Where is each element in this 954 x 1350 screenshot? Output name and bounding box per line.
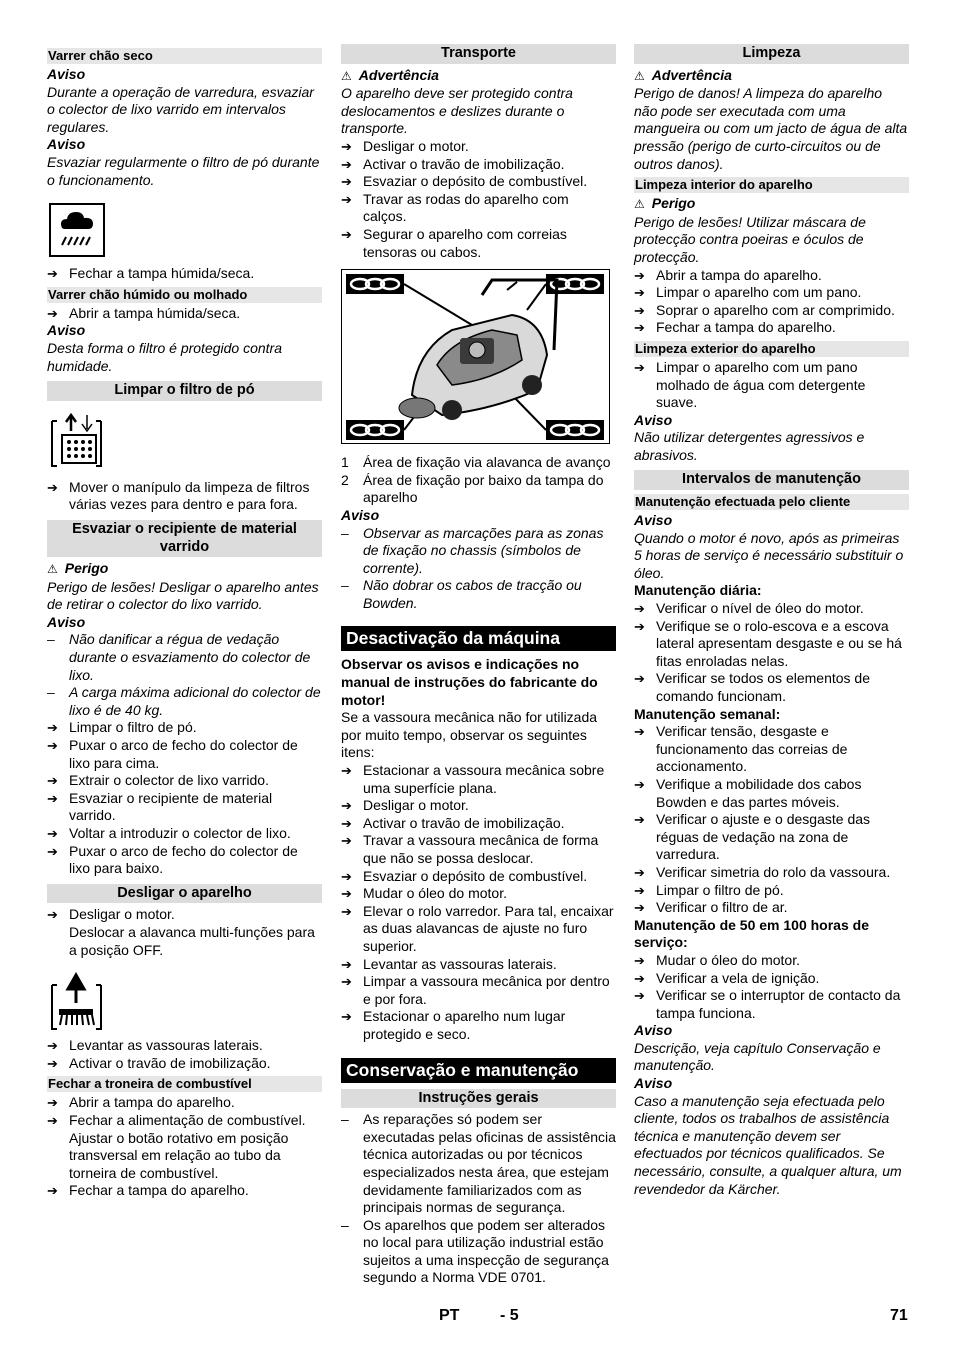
warning-text: Perigo de danos! A limpeza do aparelho não pode ser executada com uma mangueira ou com um jacto de água de alta pressão (perigo de curto-circuitos ou de outros danos).	[634, 85, 908, 172]
heading-clean-filter: Limpar o filtro de pó	[47, 381, 322, 401]
step-item: ➔ Verificar simetria do rolo da vassoura.	[634, 864, 909, 882]
step-item: ➔ Esvaziar o depósito de combustível.	[341, 173, 616, 191]
step-item: ➔ Levantar as vassouras laterais.	[341, 956, 616, 974]
step-item: ➔ Fechar a tampa do aparelho.	[634, 319, 909, 337]
heading-switch-off: Desligar o aparelho	[47, 884, 322, 904]
legend-text: Área de fixação por baixo da tampa do aparelho	[363, 471, 604, 506]
heading-customer-maintenance: Manutenção efectuada pelo cliente	[634, 494, 909, 510]
heading-empty-container: Esvaziar o recipiente de material varrido	[47, 520, 322, 557]
dash-item: – Não dobrar os cabos de tracção ou Bowden.	[341, 577, 616, 612]
step-item: ➔ Limpar o filtro de pó.	[634, 882, 909, 900]
step-item: ➔ Limpar o aparelho com um pano.	[634, 284, 909, 302]
heading-general-instructions: Instruções gerais	[341, 1089, 616, 1109]
note-label: Aviso	[634, 1022, 673, 1039]
step-item: ➔ Fechar a alimentação de combustível. Ajustar o botão rotativo em posição transversal em relação ao tubo da torneira de combustível.	[47, 1112, 322, 1182]
danger-label: ⚠ Perigo	[47, 560, 322, 579]
heading-cleaning: Limpeza	[634, 44, 909, 64]
step-item: ➔ Verifique a mobilidade dos cabos Bowden e das partes móveis.	[634, 776, 909, 811]
heading-deactivation: Desactivação da máquina	[341, 626, 616, 651]
step-item: ➔ Fechar a tampa do aparelho.	[47, 1182, 322, 1200]
step-item: ➔ Travar a vassoura mecânica de forma que não se possa deslocar.	[341, 832, 616, 867]
step-item: ➔ Extrair o colector de lixo varrido.	[47, 772, 322, 790]
step-item: ➔ Esvaziar o recipiente de material varrido.	[47, 790, 322, 825]
heading-dry-sweeping: Varrer chão seco	[47, 48, 322, 64]
page-footer	[0, 1307, 954, 1329]
heading-inner-cleaning: Limpeza interior do aparelho	[634, 177, 909, 193]
step-item: ➔ Estacionar a vassoura mecânica sobre uma superfície plana.	[341, 762, 616, 797]
step-item: ➔ Elevar o rolo varredor. Para tal, encaixar as duas alavancas de ajuste no furo superior.	[341, 903, 616, 956]
note-text: Desta forma o filtro é protegido contra humidade.	[47, 339, 283, 374]
step-item: ➔ Travar as rodas do aparelho com calços.	[341, 191, 616, 226]
dash-item: – As reparações só podem ser executadas pelas oficinas de assistência técnica autorizadas ou por técnicos especializados nesta área, que estejam devidamente familiarizados com as principais normas de segurança.	[341, 1111, 616, 1217]
legend-text: Área de fixação via alavanca de avanço	[363, 454, 611, 471]
step-item: ➔ Abrir a tampa húmida/seca.	[47, 305, 322, 323]
step-item: ➔ Desligar o motor.	[341, 797, 616, 815]
dash-item: – Os aparelhos que podem ser alterados no local para utilização industrial estão sujeitos a uma inspecção de segurança segundo a Norma VDE 0701.	[341, 1217, 616, 1287]
step-item: ➔ Activar o travão de imobilização.	[341, 156, 616, 174]
note-label: Aviso	[634, 411, 673, 428]
step-text: Deslocar a alavanca multi-funções para a posição OFF.	[69, 923, 315, 958]
danger-label: ⚠ Perigo	[634, 195, 909, 214]
figure-legend-item	[341, 454, 616, 472]
step-item: ➔ Activar o travão de imobilização.	[47, 1055, 322, 1073]
step-item: ➔ Verifique se o rolo-escova e a escova lateral apresentam desgaste e ou se há fitas enroladas nelas.	[634, 618, 909, 671]
danger-text: Perigo de lesões! Utilizar máscara de protecção contra poeiras e óculos de protecção.	[634, 213, 866, 265]
warning-label: ⚠ Advertência	[634, 67, 909, 86]
heading-maintenance-intervals: Intervalos de manutenção	[634, 470, 909, 490]
step-item: ➔ Limpar o filtro de pó.	[47, 719, 322, 737]
step-item: ➔ Desligar o motor.	[341, 138, 616, 156]
heading-transport: Transporte	[341, 44, 616, 64]
step-item: ➔ Soprar o aparelho com ar comprimido.	[634, 302, 909, 320]
step-item: ➔ Esvaziar o depósito de combustível.	[341, 868, 616, 886]
step-item: ➔ Verificar se todos os elementos de comando funcionam.	[634, 670, 909, 705]
section-page-number: - 5	[500, 1307, 519, 1324]
step-text: Desligar o motor.	[69, 906, 175, 923]
lift-brushes-icon	[49, 971, 105, 1031]
step-item: ➔ Mudar o óleo do motor.	[634, 952, 909, 970]
note-text: Esvaziar regularmente o filtro de pó durante o funcionamento.	[47, 153, 320, 188]
heading-outer-cleaning: Limpeza exterior do aparelho	[634, 341, 909, 357]
step-item: ➔ Fechar a tampa húmida/seca.	[47, 265, 322, 283]
step-item: ➔ Verificar se o interruptor de contacto da tampa funciona.	[634, 987, 909, 1022]
step-item: ➔ Mover o manípulo da limpeza de filtros várias vezes para dentro e para fora.	[47, 479, 322, 514]
step-item: ➔ Mudar o óleo do motor.	[341, 885, 616, 903]
heading-daily: Manutenção diária:	[634, 582, 762, 599]
step-item: ➔ Voltar a introduzir o colector de lixo.	[47, 825, 322, 843]
column-1	[47, 44, 322, 1200]
note-text: Caso a manutenção seja efectuada pelo cliente, todos os trabalhos de assistência técnica e manutenção devem ser efectuados por técnicos qualificados. Se necessário, consulte, a qualquer altura, um revendedor da Kärcher.	[634, 1092, 902, 1197]
step-item: ➔ Verificar a vela de ignição.	[634, 970, 909, 988]
step-item	[47, 906, 322, 959]
step-item: ➔ Verificar o filtro de ar.	[634, 899, 909, 917]
step-item: ➔ Abrir a tampa do aparelho.	[47, 1094, 322, 1112]
deactivation-text: Se a vassoura mecânica não for utilizada por muito tempo, observar os seguintes itens:	[341, 709, 598, 761]
dry-mode-icon	[49, 203, 105, 257]
legend-number: 2	[341, 471, 349, 488]
column-3	[634, 44, 909, 1198]
step-item: ➔ Limpar a vassoura mecânica por dentro e por fora.	[341, 973, 616, 1008]
warning-text: O aparelho deve ser protegido contra deslocamentos e deslizes durante o transporte.	[341, 85, 573, 137]
filter-cleaning-icon	[49, 411, 109, 471]
heading-weekly: Manutenção semanal:	[634, 705, 781, 722]
note-label: Aviso	[47, 322, 86, 339]
dash-item: – Observar as marcações para as zonas de fixação no chassis (símbolos de corrente).	[341, 525, 616, 578]
page-number: 71	[890, 1307, 908, 1324]
step-item: ➔ Abrir a tampa do aparelho.	[634, 267, 909, 285]
step-item: ➔ Segurar o aparelho com correias tensoras ou cabos.	[341, 226, 616, 261]
heading-fuel-tap: Fechar a troneira de combustível	[47, 1076, 322, 1092]
note-label: Aviso	[341, 506, 380, 523]
heading-50-100-hours: Manutenção de 50 em 100 horas de serviço:	[634, 916, 869, 951]
heading-maintenance: Conservação e manutenção	[341, 1058, 616, 1083]
column-2	[341, 44, 616, 1287]
note-label: Aviso	[634, 1075, 673, 1092]
step-item: ➔ Puxar o arco de fecho do colector de lixo para cima.	[47, 737, 322, 772]
note-text: Descrição, veja capítulo Conservação e manutenção.	[634, 1039, 881, 1074]
step-item: ➔ Limpar o aparelho com um pano molhado de água com detergente suave.	[634, 359, 909, 412]
note-label: Aviso	[634, 512, 673, 529]
dash-item: – A carga máxima adicional do colector de lixo é de 40 kg.	[47, 684, 322, 719]
note-text: Quando o motor é novo, após as primeiras 5 horas de serviço é necessário substituir o óleo.	[634, 529, 904, 581]
note-label: Aviso	[47, 613, 86, 630]
note-text: Não utilizar detergentes agressivos e abrasivos.	[634, 429, 865, 463]
note-text: Durante a operação de varredura, esvaziar o colector de lixo varrido em intervalos regulares.	[47, 83, 314, 135]
step-item: ➔ Verificar o ajuste e o desgaste das réguas de vedação na zona de varredura.	[634, 811, 909, 864]
note-label: Aviso	[47, 66, 86, 82]
dash-item: – Não danificar a régua de vedação durante o esvaziamento do colector de lixo.	[47, 631, 322, 684]
step-item: ➔ Verificar tensão, desgaste e funcionamento das correias de accionamento.	[634, 723, 909, 776]
danger-text: Perigo de lesões! Desligar o aparelho antes de retirar o colector do lixo varrido.	[47, 578, 319, 613]
step-item: ➔ Verificar o nível de óleo do motor.	[634, 600, 909, 618]
step-item: ➔ Activar o travão de imobilização.	[341, 815, 616, 833]
language-code: PT	[439, 1307, 460, 1324]
deactivation-bold-note: Observar os avisos e indicações no manual de instruções do fabricante do motor!	[341, 656, 598, 708]
heading-wet-sweeping: Varrer chão húmido ou molhado	[47, 287, 322, 303]
legend-number: 1	[341, 454, 349, 471]
figure-legend-item	[341, 472, 616, 507]
warning-label: ⚠ Advertência	[341, 67, 616, 86]
step-item: ➔ Levantar as vassouras laterais.	[47, 1037, 322, 1055]
transport-figure	[341, 269, 610, 444]
note-label: Aviso	[47, 136, 86, 153]
step-item: ➔ Puxar o arco de fecho do colector de lixo para baixo.	[47, 843, 322, 878]
step-item: ➔ Estacionar o aparelho num lugar protegido e seco.	[341, 1008, 616, 1043]
